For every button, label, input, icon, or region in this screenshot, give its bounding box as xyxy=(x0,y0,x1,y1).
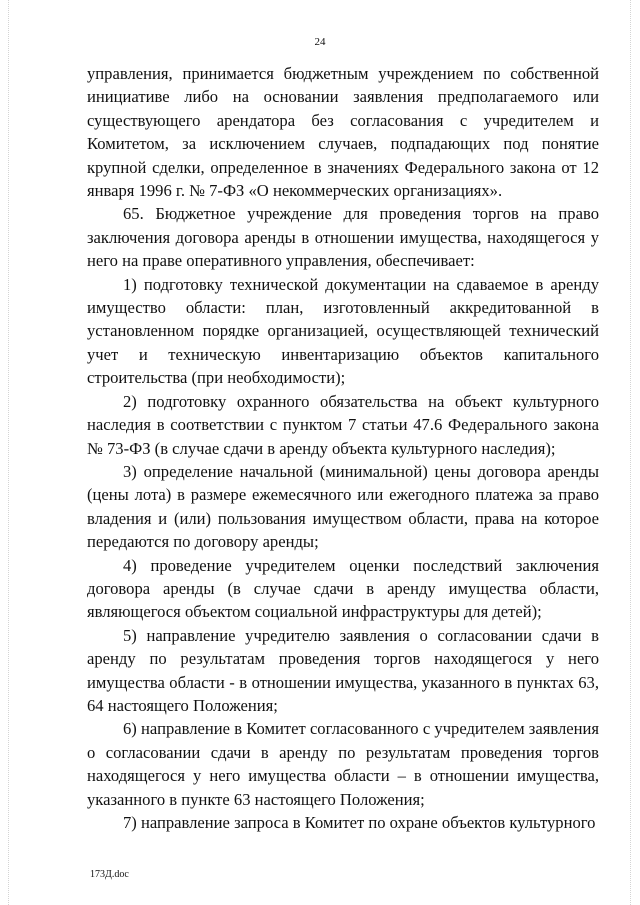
list-item-5: 5) направление учредителю заявления о согласовании сдачи в аренду по результатам проведения торгов находящегося у него имущества области - в отношении имущества, указанного в пунктах 63, 64 настоящего Положения; xyxy=(87,625,599,715)
scan-edge-left xyxy=(8,0,10,905)
list-item-1: 1) подготовку технической документации на сдаваемое в аренду имущество области: план, изготовленный аккредитованной в установленном порядке организацией, осуществляющей технический учет и техническую инвентаризацию объектов капитального строительства (при необходимости); xyxy=(87,274,599,388)
list-item-3: 3) определение начальной (минимальной) цены договора аренды (цены лота) в размере ежемесячного или ежегодного платежа за право владения и (или) пользования имуществом области, права на которое передаются по договору аренды; xyxy=(87,461,599,552)
file-name-footer: 173Д.doc xyxy=(90,869,129,880)
paragraph-item-65: 65. Бюджетное учреждение для проведения торгов на право заключения договора аренды в отношении имущества, находящегося у него на праве оперативного управления, обеспечивает: xyxy=(87,204,599,271)
scan-edge-right xyxy=(630,0,632,905)
list-item-2: 2) подготовку охранного обязательства на объект культурного наследия в соответствии с пунктом 7 статьи 47.6 Федерального закона № 73-ФЗ (в случае сдачи в аренду объекта культурного наследия); xyxy=(87,391,599,458)
list-item-7: 7) направление запроса в Комитет по охране объектов культурного xyxy=(123,813,596,832)
list-item-4: 4) проведение учредителем оценки последствий заключения договора аренды (в случае сдачи в аренду имущества области, являющегося объектом социальной инфраструктуры для детей); xyxy=(87,555,599,622)
paragraph-continuation: управления, принимается бюджетным учреждением по собственной инициативе либо на основании заявления предполагаемого или существующего арендатора без согласования с учредителем и Комитетом, за исключением случаев, подпадающих под понятие крупной сделки, определенное в значениях Федерального закона от 12 января 1996 г. № 7-ФЗ «О некоммерческих организациях». xyxy=(87,64,599,201)
document-body xyxy=(87,62,599,834)
page-number: 24 xyxy=(314,36,326,48)
list-item-6: 6) направление в Комитет согласованного с учредителем заявления о согласовании сдачи в аренду по результатам проведения торгов находящегося у него имущества области – в отношении имущества, указанного в пункте 63 настоящего Положения; xyxy=(87,719,599,809)
